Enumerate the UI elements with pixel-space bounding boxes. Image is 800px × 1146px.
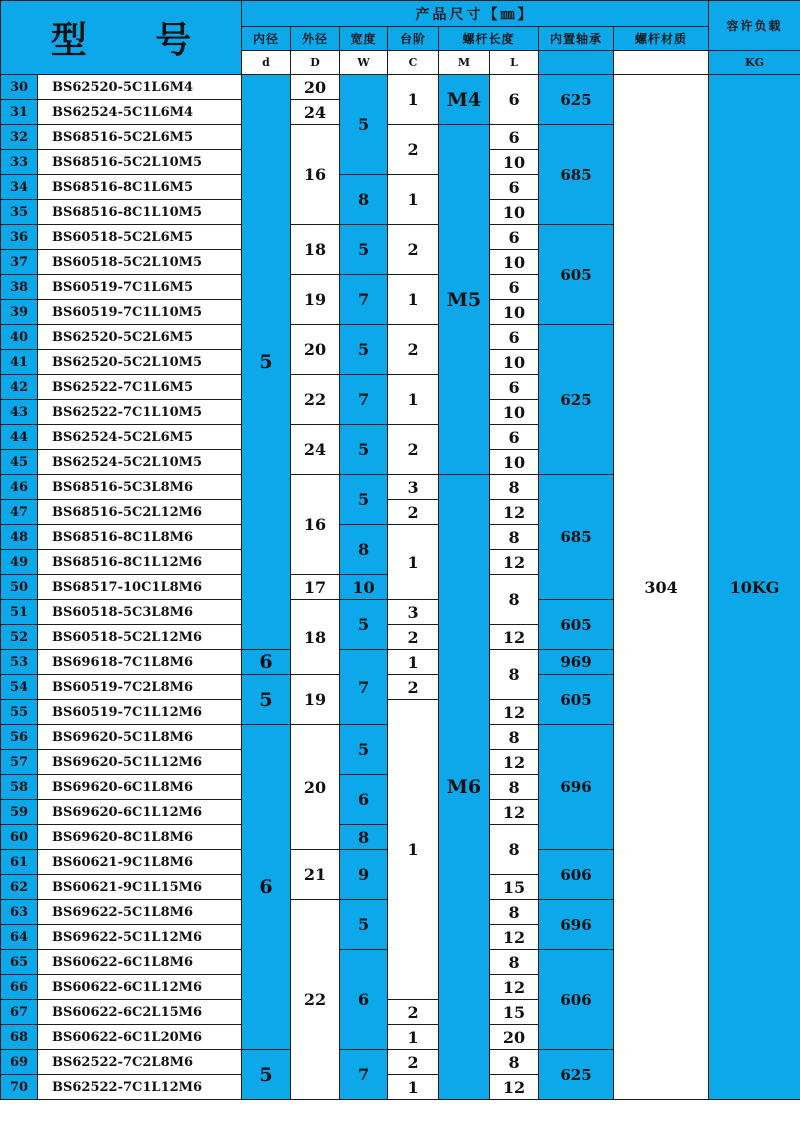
model-number: BS69620-5C1L12M6 [38, 750, 242, 775]
row-number: 45 [1, 450, 38, 475]
model-number: BS60519-7C1L12M6 [38, 700, 242, 725]
bearing-cell: 969 [539, 650, 614, 675]
sym-C: C [388, 51, 439, 75]
outer-diameter-cell: 22 [291, 900, 340, 1100]
width-cell: 8 [340, 825, 388, 850]
bearing-cell: 606 [539, 850, 614, 900]
outer-diameter-cell: 20 [291, 325, 340, 375]
screw-length-cell: 8 [490, 650, 539, 700]
width-cell: 5 [340, 725, 388, 775]
row-number: 35 [1, 200, 38, 225]
outer-diameter-cell: 17 [291, 575, 340, 600]
col-material: 螺杆材质 [614, 27, 709, 51]
model-number: BS69620-5C1L8M6 [38, 725, 242, 750]
row-number: 47 [1, 500, 38, 525]
screw-length-cell: 10 [490, 150, 539, 175]
step-cell: 1 [388, 525, 439, 600]
outer-diameter-cell: 20 [291, 75, 340, 100]
screw-length-cell: 6 [490, 325, 539, 350]
row-number: 49 [1, 550, 38, 575]
outer-diameter-cell: 19 [291, 275, 340, 325]
bearing-cell: 605 [539, 675, 614, 725]
bearing-cell: 606 [539, 950, 614, 1050]
screw-length-cell: 6 [490, 425, 539, 450]
step-cell: 1 [388, 175, 439, 225]
screw-length-cell: 8 [490, 725, 539, 750]
screw-length-cell: 12 [490, 1075, 539, 1100]
width-cell: 7 [340, 275, 388, 325]
row-number: 34 [1, 175, 38, 200]
spec-body [1, 75, 800, 1100]
screw-length-cell: 10 [490, 450, 539, 475]
screw-length-cell: 8 [490, 900, 539, 925]
bearing-cell: 625 [539, 325, 614, 475]
step-cell: 2 [388, 225, 439, 275]
row-number: 37 [1, 250, 38, 275]
width-cell: 5 [340, 325, 388, 375]
row-number: 41 [1, 350, 38, 375]
screw-length-cell: 20 [490, 1025, 539, 1050]
model-number: BS68516-8C1L8M6 [38, 525, 242, 550]
bearing-cell: 685 [539, 125, 614, 225]
screw-length-cell: 12 [490, 550, 539, 575]
screw-length-cell: 6 [490, 225, 539, 250]
screw-length-cell: 12 [490, 625, 539, 650]
width-cell: 7 [340, 375, 388, 425]
model-number: BS60622-6C1L12M6 [38, 975, 242, 1000]
model-number: BS69620-8C1L8M6 [38, 825, 242, 850]
model-number: BS60519-7C2L8M6 [38, 675, 242, 700]
bearing-cell: 625 [539, 75, 614, 125]
width-cell: 8 [340, 175, 388, 225]
col-outer-diameter: 外径 [291, 27, 340, 51]
row-number: 63 [1, 900, 38, 925]
screw-length-cell: 12 [490, 750, 539, 775]
step-cell: 1 [388, 1075, 439, 1100]
row-number: 30 [1, 75, 38, 100]
screw-length-cell: 6 [490, 175, 539, 200]
screw-length-cell: 6 [490, 75, 539, 125]
screw-length-cell: 10 [490, 350, 539, 375]
step-cell: 2 [388, 1000, 439, 1025]
model-number: BS68517-10C1L8M6 [38, 575, 242, 600]
model-number: BS60518-5C2L6M5 [38, 225, 242, 250]
model-number: BS60621-9C1L15M6 [38, 875, 242, 900]
row-number: 50 [1, 575, 38, 600]
step-cell: 1 [388, 1025, 439, 1050]
inner-diameter-cell: 5 [242, 75, 291, 650]
model-number: BS62522-7C2L8M6 [38, 1050, 242, 1075]
row-number: 64 [1, 925, 38, 950]
screw-length-cell: 8 [490, 475, 539, 500]
bearing-cell: 605 [539, 600, 614, 650]
row-number: 55 [1, 700, 38, 725]
model-number: BS69622-5C1L8M6 [38, 900, 242, 925]
row-number: 66 [1, 975, 38, 1000]
width-cell: 5 [340, 900, 388, 950]
model-number: BS60622-6C1L8M6 [38, 950, 242, 975]
row-number: 46 [1, 475, 38, 500]
row-number: 56 [1, 725, 38, 750]
row-number: 33 [1, 150, 38, 175]
outer-diameter-cell: 24 [291, 425, 340, 475]
width-cell: 5 [340, 225, 388, 275]
model-number: BS60518-5C3L8M6 [38, 600, 242, 625]
bearing-cell: 625 [539, 1050, 614, 1100]
screw-length-cell: 6 [490, 275, 539, 300]
row-number: 51 [1, 600, 38, 625]
outer-diameter-cell: 19 [291, 675, 340, 725]
outer-diameter-cell: 18 [291, 225, 340, 275]
width-cell: 8 [340, 525, 388, 575]
step-cell: 2 [388, 1050, 439, 1075]
row-number: 60 [1, 825, 38, 850]
row-number: 42 [1, 375, 38, 400]
outer-diameter-cell: 16 [291, 475, 340, 575]
screw-length-cell: 6 [490, 375, 539, 400]
row-number: 32 [1, 125, 38, 150]
row-number: 31 [1, 100, 38, 125]
model-number: BS69620-6C1L8M6 [38, 775, 242, 800]
model-number: BS69620-6C1L12M6 [38, 800, 242, 825]
model-number: BS62520-5C2L10M5 [38, 350, 242, 375]
outer-diameter-cell: 21 [291, 850, 340, 900]
model-number: BS62522-7C1L10M5 [38, 400, 242, 425]
row-number: 68 [1, 1025, 38, 1050]
step-cell: 3 [388, 600, 439, 625]
screw-thread-cell: M4 [439, 75, 490, 125]
bearing-cell: 696 [539, 725, 614, 850]
step-cell: 2 [388, 425, 439, 475]
row-number: 40 [1, 325, 38, 350]
screw-length-cell: 8 [490, 825, 539, 875]
row-number: 61 [1, 850, 38, 875]
outer-diameter-cell: 22 [291, 375, 340, 425]
row-number: 44 [1, 425, 38, 450]
sym-D: D [291, 51, 340, 75]
screw-length-cell: 12 [490, 800, 539, 825]
table-row [1, 75, 800, 100]
width-cell: 5 [340, 600, 388, 650]
step-cell: 2 [388, 625, 439, 650]
sym-bearing [539, 51, 614, 75]
step-cell: 3 [388, 475, 439, 500]
sym-material [614, 51, 709, 75]
model-number: BS60518-5C2L12M6 [38, 625, 242, 650]
screw-length-cell: 10 [490, 250, 539, 275]
row-number: 59 [1, 800, 38, 825]
inner-diameter-cell: 5 [242, 1050, 291, 1100]
model-number: BS62520-5C1L6M4 [38, 75, 242, 100]
step-cell: 1 [388, 700, 439, 1000]
screw-length-cell: 8 [490, 575, 539, 625]
model-number: BS68516-5C2L10M5 [38, 150, 242, 175]
col-step: 台阶 [388, 27, 439, 51]
row-number: 67 [1, 1000, 38, 1025]
width-cell: 6 [340, 950, 388, 1050]
row-number: 70 [1, 1075, 38, 1100]
screw-length-cell: 8 [490, 1050, 539, 1075]
bearing-cell: 685 [539, 475, 614, 600]
width-cell: 7 [340, 650, 388, 725]
screw-length-cell: 8 [490, 775, 539, 800]
screw-length-cell: 12 [490, 500, 539, 525]
row-number: 53 [1, 650, 38, 675]
step-cell: 2 [388, 325, 439, 375]
model-number: BS60621-9C1L8M6 [38, 850, 242, 875]
screw-length-cell: 12 [490, 925, 539, 950]
col-inner-diameter: 内径 [242, 27, 291, 51]
width-cell: 7 [340, 1050, 388, 1100]
inner-diameter-cell: 5 [242, 675, 291, 725]
sym-M: M [439, 51, 490, 75]
model-number: BS60518-5C2L10M5 [38, 250, 242, 275]
screw-thread-cell: M5 [439, 125, 490, 475]
sym-W: W [340, 51, 388, 75]
model-number: BS68516-8C1L12M6 [38, 550, 242, 575]
sym-d: d [242, 51, 291, 75]
col-screw-length: 螺杆长度 [439, 27, 539, 51]
col-width: 宽度 [340, 27, 388, 51]
screw-length-cell: 10 [490, 300, 539, 325]
width-cell: 9 [340, 850, 388, 900]
model-number: BS60622-6C2L15M6 [38, 1000, 242, 1025]
load-cell: 10KG [709, 75, 800, 1100]
row-number: 48 [1, 525, 38, 550]
screw-length-cell: 8 [490, 950, 539, 975]
screw-length-cell: 15 [490, 875, 539, 900]
step-cell: 1 [388, 75, 439, 125]
step-cell: 2 [388, 125, 439, 175]
width-cell: 5 [340, 475, 388, 525]
screw-thread-cell: M6 [439, 475, 490, 1100]
model-number: BS62522-7C1L12M6 [38, 1075, 242, 1100]
load-title: 容许负载 [709, 1, 800, 51]
outer-diameter-cell: 24 [291, 100, 340, 125]
screw-length-cell: 6 [490, 125, 539, 150]
row-number: 62 [1, 875, 38, 900]
model-number: BS62524-5C1L6M4 [38, 100, 242, 125]
model-number: BS60519-7C1L10M5 [38, 300, 242, 325]
step-cell: 1 [388, 375, 439, 425]
width-cell: 5 [340, 425, 388, 475]
screw-length-cell: 12 [490, 975, 539, 1000]
model-number: BS62520-5C2L6M5 [38, 325, 242, 350]
model-number: BS68516-5C2L6M5 [38, 125, 242, 150]
bearing-cell: 605 [539, 225, 614, 325]
row-number: 57 [1, 750, 38, 775]
row-number: 43 [1, 400, 38, 425]
model-number: BS68516-5C2L12M6 [38, 500, 242, 525]
row-number: 69 [1, 1050, 38, 1075]
step-cell: 2 [388, 675, 439, 700]
bearing-cell: 696 [539, 900, 614, 950]
screw-length-cell: 8 [490, 525, 539, 550]
model-number: BS62524-5C2L6M5 [38, 425, 242, 450]
material-cell: 304 [614, 75, 709, 1100]
dimensions-title: 产品尺寸【㎜】 [242, 1, 709, 27]
screw-length-cell: 12 [490, 700, 539, 725]
screw-length-cell: 10 [490, 400, 539, 425]
model-number: BS62524-5C2L10M5 [38, 450, 242, 475]
title-cell: 型 号 [1, 1, 242, 75]
step-cell: 1 [388, 650, 439, 675]
model-number: BS68516-8C1L6M5 [38, 175, 242, 200]
inner-diameter-cell: 6 [242, 650, 291, 675]
row-number: 58 [1, 775, 38, 800]
outer-diameter-cell: 20 [291, 725, 340, 850]
width-cell: 10 [340, 575, 388, 600]
outer-diameter-cell: 16 [291, 125, 340, 225]
sym-kg: KG [709, 51, 800, 75]
model-number: BS69618-7C1L8M6 [38, 650, 242, 675]
sym-L: L [490, 51, 539, 75]
width-cell: 6 [340, 775, 388, 825]
row-number: 52 [1, 625, 38, 650]
outer-diameter-cell: 18 [291, 600, 340, 675]
inner-diameter-cell: 6 [242, 725, 291, 1050]
col-bearing: 内置轴承 [539, 27, 614, 51]
model-number: BS62522-7C1L6M5 [38, 375, 242, 400]
screw-length-cell: 15 [490, 1000, 539, 1025]
row-number: 38 [1, 275, 38, 300]
screw-length-cell: 10 [490, 200, 539, 225]
model-number: BS68516-8C1L10M5 [38, 200, 242, 225]
row-number: 65 [1, 950, 38, 975]
model-number: BS60519-7C1L6M5 [38, 275, 242, 300]
row-number: 54 [1, 675, 38, 700]
step-cell: 1 [388, 275, 439, 325]
width-cell: 5 [340, 75, 388, 175]
row-number: 36 [1, 225, 38, 250]
model-number: BS69622-5C1L12M6 [38, 925, 242, 950]
row-number: 39 [1, 300, 38, 325]
step-cell: 2 [388, 500, 439, 525]
model-number: BS60622-6C1L20M6 [38, 1025, 242, 1050]
model-number: BS68516-5C3L8M6 [38, 475, 242, 500]
